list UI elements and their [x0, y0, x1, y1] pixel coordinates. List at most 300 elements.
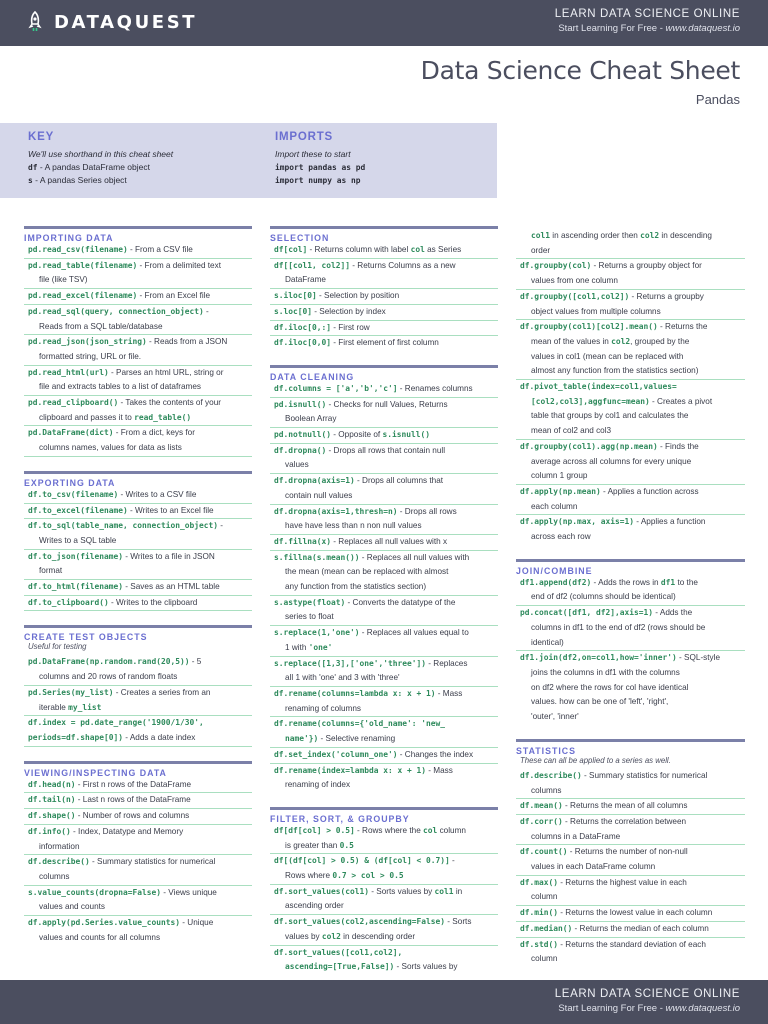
continuation-text: values by: [285, 931, 322, 941]
entry-continuation: [28, 870, 252, 885]
key-line: [28, 175, 173, 185]
continuation-text: clipboard and passes it to: [39, 412, 135, 422]
key-code: df: [28, 163, 38, 172]
entry-desc: - Returns Columns as a new: [350, 260, 456, 270]
entry-desc: - Takes the contents of your: [118, 398, 221, 408]
entry-continuation: [28, 731, 252, 746]
cheat-entry: [24, 289, 252, 305]
entry-continuation: [274, 519, 498, 534]
entry-desc: - From a dict, keys for: [113, 428, 195, 438]
cheat-entry: [270, 321, 498, 337]
entry-code: df.groupby(col): [520, 261, 592, 271]
entry-code: df.rename(columns={'old_name': 'new_: [274, 719, 446, 729]
imports-section: [275, 131, 365, 185]
entry-desc: - Mass: [435, 688, 463, 698]
entry-code: df.to_excel(filename): [28, 505, 128, 515]
entry-code: df.mean(): [520, 801, 563, 811]
continuation-text: values: [285, 460, 309, 470]
entry-continuation: [520, 890, 745, 905]
entry-code: df.std(): [520, 939, 559, 949]
cheat-entry: [270, 535, 498, 551]
entry-desc: - From a delimited text: [137, 260, 221, 270]
continuation-text: Writes to a SQL table: [39, 535, 117, 545]
cheat-entry: [24, 596, 252, 612]
entry-code: df.corr(): [520, 816, 563, 826]
entry-code-inline: s.isnull(): [382, 430, 430, 440]
cheat-entry: [270, 336, 498, 351]
entry-continuation: [520, 952, 745, 967]
entry-continuation: [520, 229, 745, 244]
continuation-text: series to float: [285, 612, 334, 622]
cheat-entry: [24, 778, 252, 794]
entry-desc: - Returns the highest value in each: [558, 877, 687, 887]
entry-code: pd.isnull(): [274, 399, 327, 409]
entry-continuation: any function from the statistics section): [285, 582, 427, 592]
continuation-code: 0.5: [339, 840, 354, 850]
cheat-entry: [24, 793, 252, 809]
continuation-text: ascending order: [285, 901, 344, 911]
cheat-entry: [516, 515, 745, 544]
entry-code: df.median(): [520, 923, 573, 933]
entry-code: df.describe(): [520, 770, 582, 780]
cheat-entry: [24, 243, 252, 259]
continuation-text: the mean (mean can be replaced with almost: [285, 567, 449, 577]
cheat-entry: [270, 915, 498, 945]
cheat-entry: [516, 485, 745, 515]
entry-desc: - Returns the median of each column: [572, 923, 709, 933]
entry-code: pd.read_sql(query, connection_object): [28, 306, 204, 316]
rocket-icon: [28, 11, 42, 33]
section-heading: VIEWING/INSPECTING DATA: [24, 761, 252, 778]
continuation-code: 0.7 > col > 0.5: [332, 871, 404, 881]
cheat-entry: [24, 886, 252, 916]
entry-code-inline: col: [410, 245, 425, 254]
entry-desc-tail: to the: [675, 577, 698, 587]
section-heading: SELECTION: [270, 226, 498, 243]
entry-desc: - Selection by index: [312, 306, 386, 316]
cheat-section: [24, 226, 252, 457]
entry-desc: - Mass: [426, 765, 453, 775]
continuation-text: in descending order: [340, 931, 416, 941]
footer-sub-prefix: Start Learning For Free -: [558, 1003, 666, 1014]
cheat-entry: [516, 938, 745, 967]
entry-desc: - Returns the: [657, 322, 708, 332]
continuation-code: 'one': [308, 642, 333, 652]
cheat-section: [24, 761, 252, 946]
entry-code: pd.read_html(url): [28, 367, 109, 377]
entry-code: pd.read_table(filename): [28, 260, 138, 270]
entry-continuation: [28, 411, 252, 426]
footer-subline: [555, 1003, 740, 1014]
entry-desc: - Returns column with label: [307, 245, 411, 254]
entry-continuation: [520, 500, 745, 515]
entry-code: df.sort_values([col1,col2],: [274, 947, 403, 957]
continuation-text: Boolean Array: [285, 414, 337, 424]
entry-continuation: [520, 274, 745, 289]
entry-code: s.replace(1,'one'): [274, 628, 360, 638]
continuation-text: in descending: [659, 231, 712, 240]
entry-desc: - Adds the rows in: [591, 577, 661, 587]
cheat-entry: [270, 687, 498, 717]
import-line: [275, 175, 365, 185]
entry-code: s.fillna(s.mean()): [274, 552, 360, 562]
entry-code: pd.read_clipboard(): [28, 398, 119, 408]
entry-continuation: [274, 565, 498, 580]
sub-prefix: Start Learning For Free -: [558, 23, 666, 34]
continuation-text: Reads from a SQL table/database: [39, 321, 163, 331]
entry-continuation: [274, 458, 498, 473]
cheat-entry: [516, 576, 745, 606]
continuation-code: name'}): [285, 734, 319, 744]
entry-code: df.to_sql(table_name, connection_object): [28, 521, 219, 531]
continuation-text: values and counts for all columns: [39, 932, 161, 942]
brand-name: DATAQUEST: [54, 11, 198, 33]
entry-continuation: [274, 839, 498, 854]
entry-desc: - Drops all columns that: [354, 476, 444, 486]
cheat-entry: [24, 396, 252, 426]
imports-heading: IMPORTS: [275, 131, 333, 143]
entry-desc: - Drops all rows: [397, 506, 457, 516]
entry-code: df.to_csv(filename): [28, 489, 119, 499]
cheat-entry: [270, 444, 498, 474]
cheat-entry: [516, 876, 745, 906]
imports-intro: Import these to start: [275, 149, 351, 159]
entry-code: df[col]: [274, 245, 308, 254]
entry-desc: - Replaces all null values with x: [331, 536, 448, 546]
entry-continuation: [274, 732, 498, 747]
entry-desc: - Replaces: [426, 658, 468, 668]
entry-desc-tail: column: [437, 825, 466, 835]
continuation-text: formatted string, URL or file.: [39, 351, 142, 361]
continuation-code: col2: [321, 931, 341, 941]
cheat-entry: [516, 320, 745, 380]
continuation-text: 1 with: [285, 642, 309, 652]
entry-desc: - SQL-style: [676, 653, 721, 663]
section-heading: FILTER, SORT, & GROUPBY: [270, 807, 498, 824]
entry-continuation: [274, 930, 498, 945]
entry-desc: - Creates a series from an: [113, 687, 211, 697]
continuation-text: column: [531, 954, 558, 964]
entry-code: pd.read_excel(filename): [28, 291, 138, 301]
entry-continuation: values in col1 (mean can be replaced with: [531, 351, 684, 361]
continuation-text: have have less than n non null values: [285, 521, 422, 531]
entry-continuation: [274, 641, 498, 656]
entry-desc: - Parses an html URL, string or: [108, 367, 224, 377]
entry-desc: - Checks for null Values, Returns: [326, 399, 448, 409]
column-left: [24, 226, 252, 945]
entry-code-inline: col: [423, 825, 438, 835]
cheat-section: [270, 226, 498, 351]
entry-desc: - First row: [331, 322, 370, 332]
cheat-entry: [270, 824, 498, 854]
cheat-entry: [516, 769, 745, 799]
entry-desc: - From an Excel file: [137, 291, 211, 301]
entry-code: df.sort_values(col1): [274, 886, 370, 896]
entry-code: df.dropna(axis=1): [274, 476, 355, 486]
section-heading: IMPORTING DATA: [24, 226, 252, 243]
cheat-entry: [24, 550, 252, 580]
continuation-text: iterable: [39, 702, 69, 712]
entry-desc: - Saves as an HTML table: [123, 582, 220, 592]
cheat-entry: [270, 854, 498, 884]
entry-code: df.describe(): [28, 857, 90, 867]
continuation-text: renaming of index: [285, 780, 351, 790]
entry-continuation: [28, 441, 252, 456]
section-heading: DATA CLEANING: [270, 365, 498, 382]
continuation-code: col1: [531, 231, 551, 240]
entry-continuation: [274, 273, 498, 288]
entry-code: df[[col1, col2]]: [274, 260, 351, 270]
key-section: [28, 131, 173, 185]
import-code: import numpy as np: [275, 176, 361, 185]
cheat-entry: [24, 655, 252, 685]
entry-desc: - Adds the: [653, 608, 693, 618]
entry-code: df.index = pd.date_range('1900/1/30',: [28, 718, 204, 728]
footer-site-link[interactable]: www.dataquest.io: [665, 1003, 740, 1014]
cheat-entry: [270, 946, 498, 975]
entry-desc: - Sorts values by: [369, 886, 435, 896]
continuation-text: all 1 with 'one' and 3 with 'three': [285, 673, 400, 683]
entry-continuation: [28, 380, 252, 395]
entry-code: s.replace([1,3],['one','three']): [274, 658, 427, 668]
entry-continuation: [28, 701, 252, 716]
entry-continuation: [520, 455, 745, 470]
entry-desc: - Selection by position: [316, 291, 400, 301]
continuation-text: - Creates a pivot: [649, 396, 713, 406]
continuation-text: each column: [531, 501, 578, 511]
entry-code-inline: df1: [660, 577, 676, 587]
continuation-text: column: [531, 892, 558, 902]
key-panel: [0, 123, 497, 198]
entry-code: df.columns = ['a','b','c']: [274, 383, 398, 393]
continuation-text: DataFrame: [285, 275, 326, 285]
entry-continuation: [520, 784, 745, 799]
entry-desc: - Unique: [180, 918, 214, 928]
entry-desc: - Summary statistics for numerical: [581, 770, 708, 780]
cheat-entry: [516, 440, 745, 485]
entry-code: df.tail(n): [28, 795, 76, 805]
continuation-text: values from one column: [531, 276, 618, 286]
entry-continuation: [520, 590, 745, 605]
entry-continuation: [520, 666, 745, 681]
header-tagline: LEARN DATA SCIENCE ONLINE: [554, 8, 740, 20]
entry-code: pd.read_json(json_string): [28, 337, 147, 347]
continuation-text: average across all columns for every unique: [531, 456, 692, 466]
cheat-entry: [270, 657, 498, 687]
continuation-code: periods=df.shape[0]): [28, 732, 124, 742]
continuation-text: across each row: [531, 532, 591, 542]
cheat-entry: [24, 825, 252, 855]
continuation-text: - Adds a date index: [123, 732, 196, 742]
entry-desc: -: [449, 856, 455, 866]
key-intro: We'll use shorthand in this cheat sheet: [28, 149, 174, 159]
header-subline: [555, 23, 740, 34]
entry-continuation: almost any function from the statistics section): [531, 366, 699, 376]
section-note: These can all be applied to a series as well.: [520, 755, 671, 765]
cheat-entry: [516, 799, 745, 815]
import-line: [275, 162, 365, 172]
header-promo[interactable]: [555, 8, 740, 34]
continuation-code: [col2,col3],aggfunc=mean): [531, 396, 650, 406]
entry-desc: - Sorts: [445, 917, 472, 927]
cheat-entry: [270, 289, 498, 305]
entry-code: df.dropna(): [274, 445, 327, 455]
entry-continuation: [274, 899, 498, 914]
cheat-entry: [516, 845, 745, 875]
cheat-entry: [270, 243, 498, 259]
entry-code: df.groupby(col1).agg(np.mean): [520, 441, 658, 451]
cheat-entry: [270, 305, 498, 321]
cheat-entry: [270, 551, 498, 596]
cheat-entry: [24, 519, 252, 549]
cheat-entry: [270, 764, 498, 793]
entry-code: df.shape(): [28, 811, 76, 821]
entry-desc: - Applies a function across: [600, 486, 699, 496]
cheat-entry: [24, 916, 252, 945]
entry-code: df.set_index('column_one'): [274, 749, 398, 759]
entry-continuation: [28, 320, 252, 335]
cheat-entry: [516, 651, 745, 725]
cheat-entry: [516, 259, 745, 289]
entry-code: pd.concat([df1, df2],axis=1): [520, 608, 654, 618]
cheat-entry: [270, 428, 498, 444]
entry-continuation: [28, 840, 252, 855]
entry-code: df.min(): [520, 908, 559, 918]
section-heading: CREATE TEST OBJECTS: [24, 625, 252, 642]
continuation-code: col2: [640, 231, 660, 240]
entry-code: df.fillna(x): [274, 536, 332, 546]
section-heading: STATISTICS: [516, 739, 745, 756]
continuation-text: joins the columns in df1 with the columns: [531, 667, 680, 677]
page-subtitle: Pandas: [695, 92, 740, 107]
footer-tagline: LEARN DATA SCIENCE ONLINE: [554, 988, 740, 1000]
entry-continuation: [520, 305, 745, 320]
cheat-entry: [24, 716, 252, 746]
cheat-entry: [24, 488, 252, 504]
entry-code-inline: col1: [434, 886, 454, 896]
entry-desc: - Writes to the clipboard: [108, 597, 198, 607]
cheat-entry: [270, 885, 498, 915]
entry-continuation: [274, 702, 498, 717]
entry-code: df.iloc[0,0]: [274, 338, 332, 348]
entry-code: df[(df[col] > 0.5) & (df[col] < 0.7)]: [274, 856, 450, 866]
entry-code: s.astype(float): [274, 597, 346, 607]
key-text: - A pandas Series object: [32, 175, 127, 185]
continuation-text: object values from multiple columns: [531, 306, 661, 316]
cheat-entry: [516, 290, 745, 320]
section-heading: EXPORTING DATA: [24, 471, 252, 488]
entry-continuation: [28, 900, 252, 915]
dataquest-logo[interactable]: [28, 11, 197, 33]
cheat-entry: [516, 906, 745, 922]
cheat-entry: [24, 259, 252, 289]
cheat-section: [516, 559, 745, 725]
entry-desc: - Last n rows of the DataFrame: [75, 795, 191, 805]
entry-desc: -: [218, 521, 224, 531]
entry-continuation: [520, 530, 745, 545]
column-middle: [270, 226, 498, 975]
entry-code: df.groupby(col1)[col2].mean(): [520, 322, 658, 332]
entry-code: df.groupby([col1,col2]): [520, 291, 630, 301]
entry-continuation: [28, 670, 252, 685]
section-heading: JOIN/COMBINE: [516, 559, 745, 576]
cheat-entry: [516, 815, 745, 845]
continuation-text: end of df2 (columns should be identical): [531, 592, 676, 602]
continuation-text: information: [39, 841, 80, 851]
column-right: [516, 229, 745, 967]
entry-desc: - Returns a groupby object for: [591, 261, 702, 271]
cheat-entry: [24, 426, 252, 456]
cheat-entry: [270, 505, 498, 535]
entry-desc: - Converts the datatype of the: [345, 597, 456, 607]
continuation-text: - Selective renaming: [318, 734, 396, 744]
continuation-text: columns in df1 to the end of df2 (rows should be: [531, 622, 706, 632]
cheat-entry: [270, 259, 498, 289]
entry-continuation: [28, 564, 252, 579]
entry-desc: - First n rows of the DataFrame: [75, 779, 192, 789]
cheat-entry: [270, 596, 498, 626]
entry-code: df.max(): [520, 877, 559, 887]
continuation-text: columns: [39, 871, 70, 881]
entry-desc: - Returns the correlation between: [562, 816, 687, 826]
entry-continuation: on df2 where the rows for col have identical: [531, 682, 689, 692]
entry-code: pd.DataFrame(dict): [28, 428, 114, 438]
entry-code: df1.join(df2,on=col1,how='inner'): [520, 653, 677, 663]
entry-desc: - Number of rows and columns: [75, 811, 190, 821]
entry-desc: - Writes to a CSV file: [118, 489, 197, 499]
entry-continuation: 'outer', 'inner': [531, 712, 579, 722]
entry-continuation: order: [531, 245, 551, 255]
site-link[interactable]: www.dataquest.io: [665, 23, 740, 34]
entry-desc: - Writes to a file in JSON: [123, 551, 215, 561]
continuation-text: columns and 20 rows of random floats: [39, 672, 178, 682]
cheat-entry: [516, 380, 745, 440]
cheat-section: [24, 625, 252, 746]
footer-promo[interactable]: [555, 988, 740, 1014]
entry-continuation: column 1 group: [531, 471, 588, 481]
continuation-text: is greater than: [285, 840, 340, 850]
entry-continuation: [520, 621, 745, 636]
entry-continuation: [274, 778, 498, 793]
page-title: Data Science Cheat Sheet: [420, 56, 740, 85]
entry-continuation: [274, 489, 498, 504]
entry-continuation: identical): [531, 637, 564, 647]
key-heading: KEY: [28, 131, 55, 143]
entry-desc: - Summary statistics for numerical: [89, 857, 216, 867]
entry-code: pd.notnull(): [274, 430, 332, 440]
continuation-text: in ascending order then: [550, 231, 641, 240]
continuation-text: format: [39, 566, 63, 576]
entry-continuation: values. how can be one of 'left', 'right',: [531, 697, 669, 707]
entry-code: df.apply(pd.Series.value_counts): [28, 918, 181, 928]
cheat-section: [516, 229, 745, 545]
continuation-text: - Sorts values by: [394, 962, 458, 972]
entry-desc-tail: in: [453, 886, 463, 896]
continuation-text: file and extracts tables to a list of dataframes: [39, 382, 202, 392]
entry-desc: - Rows where the: [354, 825, 424, 835]
entry-code: df.rename(columns=lambda x: x + 1): [274, 688, 436, 698]
entry-continuation: [274, 610, 498, 625]
entry-continuation: [28, 350, 252, 365]
cheat-entry: [516, 606, 745, 651]
cheat-section: [270, 807, 498, 975]
entry-continuation: [274, 412, 498, 427]
entry-continuation: [520, 860, 745, 875]
entry-code: df.info(): [28, 826, 71, 836]
cheat-entry: [24, 335, 252, 365]
continuation-text: values in each DataFrame column: [531, 862, 656, 872]
key-text: - A pandas DataFrame object: [37, 162, 150, 172]
